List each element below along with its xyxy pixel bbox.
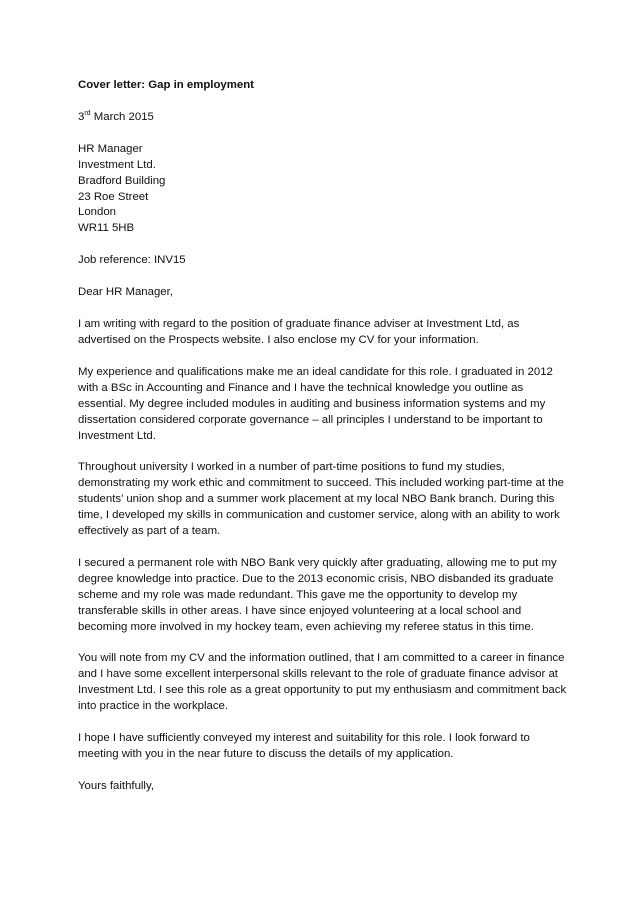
salutation: Dear HR Manager, (78, 286, 173, 299)
date-day: 3 (78, 110, 85, 123)
closing: Yours faithfully, (78, 779, 154, 792)
address-line: 23 Roe Street (78, 190, 149, 203)
paragraph-1: I am writing with regard to the position of graduate finance adviser at Investment Ltd, as advertised on the Prospects website. I also enclose my CV for your information. (78, 318, 520, 346)
letter-title: Cover letter: Gap in employment (78, 79, 254, 91)
paragraph-3: Throughout university I worked in a number of part-time positions to fund my studies, demonstrating my work ethic and commitment to succeed. This included working part-time at the students’ union shop and a summer work placement at my local NBO Bank branch. During this time, I developed my skills in communication and customer service, along with an ability to work effectively as part of a team. (78, 461, 565, 538)
paragraph-2: My experience and qualifications make me an ideal candidate for this role. I graduated in 2012 with a BSc in Accounting and Finance and I have the technical knowledge you outline as essential. My degree included modules in auditing and business information systems and my dissertation considered corporate governance – all principles I understand to be important to Investment Ltd. (78, 365, 553, 442)
address-line: HR Manager (78, 142, 143, 155)
date-ordinal: rd (84, 109, 91, 117)
paragraph-5: You will note from my CV and the information outlined, that I am committed to a career in finance and I have some excellent interpersonal skills relevant to the role of graduate finance advisor at Investment Ltd. I see this role as a great opportunity to put my enthusiasm and commitment back into practice in the workplace. (78, 652, 567, 713)
date-rest: March 2015 (90, 110, 154, 123)
address-line: London (78, 206, 117, 219)
address-line: Bradford Building (78, 174, 166, 187)
paragraph-6: I hope I have sufficiently conveyed my interest and suitability for this role. I look forward to meeting with you in the near future to discuss the details of my application. (78, 732, 530, 760)
address-line: WR11 5HB (78, 222, 135, 235)
letter-date (78, 110, 568, 126)
letter-body (78, 78, 568, 795)
recipient-address (78, 142, 568, 237)
job-reference: Job reference: INV15 (78, 254, 186, 267)
paragraph-4: I secured a permanent role with NBO Bank very quickly after graduating, allowing me to put my degree knowledge into practice. Due to the 2013 economic crisis, NBO disbanded its graduate scheme and my role was made redundant. This gave me the opportunity to develop my transferable skills in other areas. I have since enjoyed volunteering at a local school and becoming more involved in my hockey team, even achieving my referee status in this time. (78, 556, 557, 633)
address-line: Investment Ltd. (78, 158, 156, 171)
